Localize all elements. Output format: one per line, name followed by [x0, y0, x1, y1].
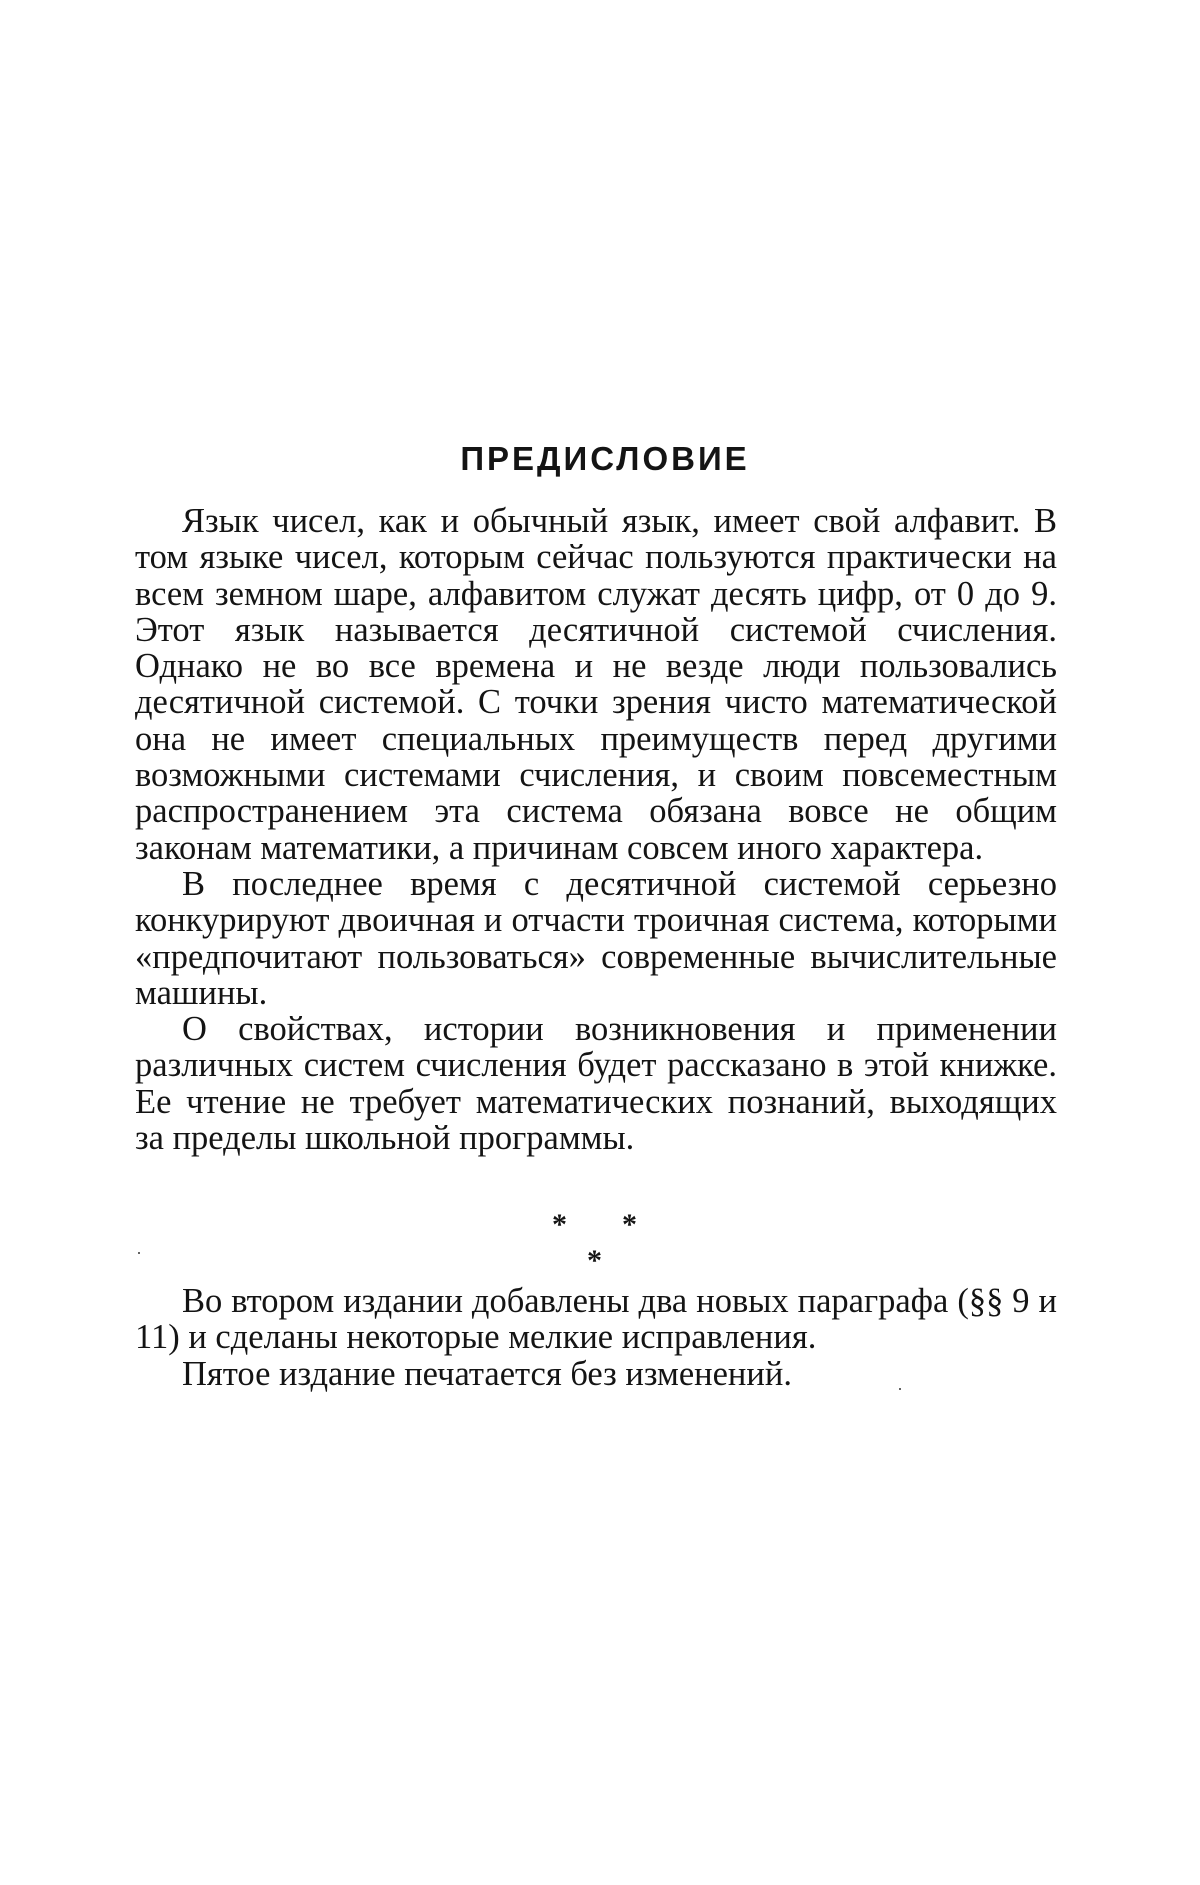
page-heading: ПРЕДИСЛОВИЕ	[460, 440, 750, 477]
print-speck	[899, 1388, 901, 1390]
edition-note	[135, 1283, 1057, 1392]
paragraph-addendum-2: Пятое издание печатается без изменений.	[182, 1354, 792, 1393]
paragraph-1: Язык чисел, как и обычный язык, имеет свой алфавит. В том языке чисел, которым сейчас пользуются практически на всем земном шаре, алфавитом служат десять цифр, от 0 до 9. Этот язык называется десятичной системой счисления. Однако не во все времена и не везде люди пользовались десятичной системой. С точки зрения чисто математической она не имеет специальных преимуществ перед другими возможными системами счисления, и своим повсеместным распространением эта система обязана вовсе не общим законам математики, а причинам совсем иного характера.	[135, 502, 1057, 867]
paragraph-addendum-1: Во втором издании добавлены два новых параграфа (§§ 9 и 11) и сделаны некоторые мелкие исправления.	[135, 1282, 1057, 1357]
preface-body	[135, 503, 1057, 1156]
asterisk: *	[622, 1208, 637, 1241]
print-speck	[138, 1252, 140, 1254]
asterisk: *	[552, 1208, 567, 1241]
paragraph-2: В последнее время с десятичной системой серьезно конкурируют двоичная и отчасти троичная система, которыми «предпочитают пользоваться» современные вычислительные машины.	[135, 864, 1057, 1012]
paragraph-3: О свойствах, истории возникновения и применении различных систем счисления будет рассказано в этой книжке. Ее чтение не требует математических познаний, выходящих за пределы школьной программы.	[135, 1010, 1057, 1158]
asterism-separator	[530, 1210, 660, 1280]
asterisk: *	[587, 1244, 602, 1277]
